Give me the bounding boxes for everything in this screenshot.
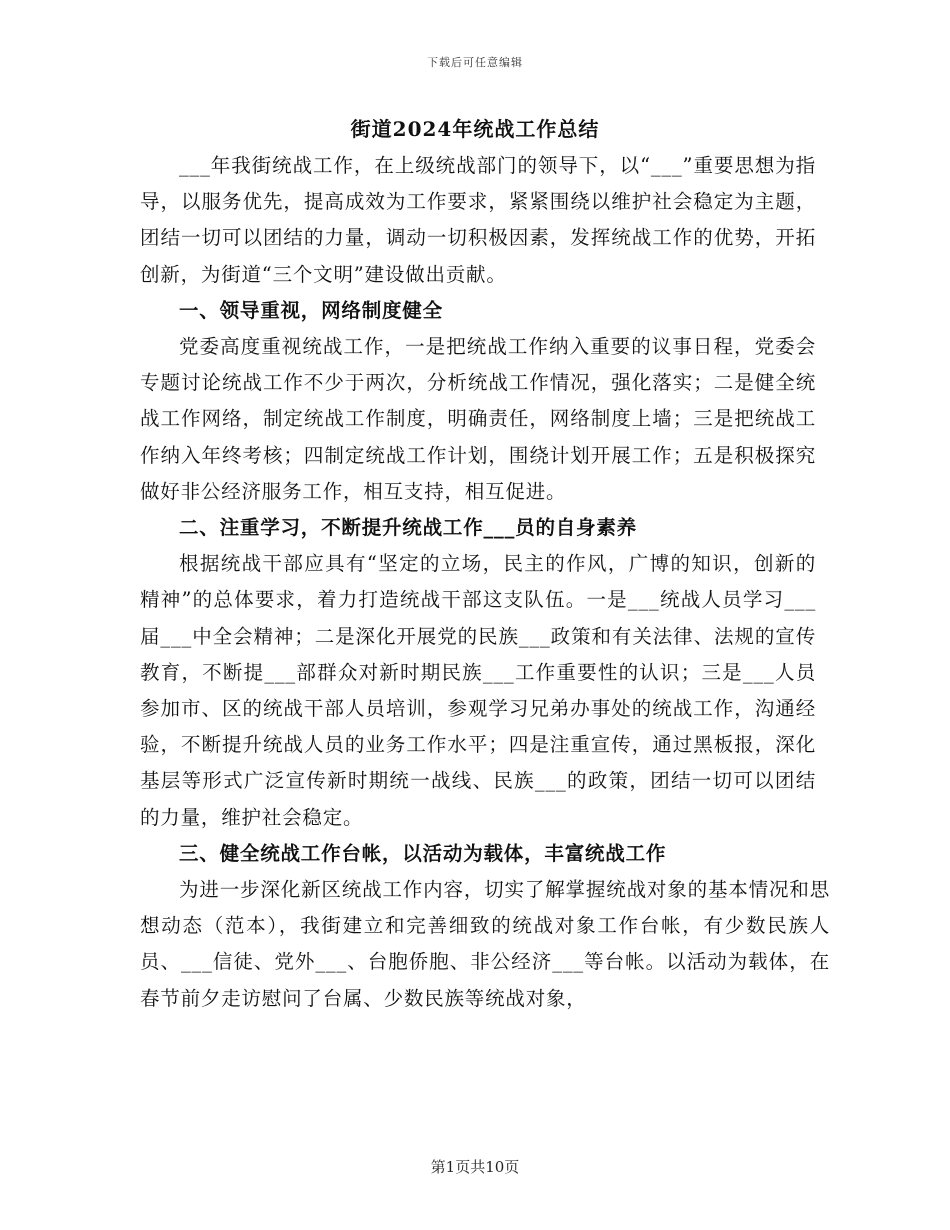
section-heading-3: 三、健全统战工作台帐，以活动为载体，丰富统战工作 bbox=[179, 841, 667, 865]
section-paragraph-1: 党委高度重视统战工作，一是把统战工作纳入重要的议事日程，党委会专题讨论统战工作不少于两次，分析统战工作情况，强化落实；二是健全统战工作网络，制定统战工作制度，明确责任，网络制度上墙；三是把统战工作纳入年终考核；四制定统战工作计划，围绕计划开展工作；五是积极探究做好非公经济服务工作，相互支持，相互促进。 bbox=[140, 335, 816, 503]
document-title: 街道2024年统战工作总结 bbox=[350, 117, 600, 141]
header-note: 下载后可任意编辑 bbox=[427, 56, 523, 69]
section-heading-1: 一、领导重视，网络制度健全 bbox=[179, 298, 443, 322]
page-footer: 第1页共10页 bbox=[430, 1158, 520, 1176]
section-paragraph-3: 为进一步深化新区统战工作内容，切实了解掌握统战对象的基本情况和思想动态（范本），我街建立和完善细致的统战对象工作台帐，有少数民族人员、___信徒、党外___、台胞侨胞、非公经济___等台帐。以活动为载体，在春节前夕走访慰问了台属、少数民族等统战对象， bbox=[140, 878, 830, 1010]
intro-paragraph: ___年我街统战工作，在上级统战部门的领导下，以“___”重要思想为指导，以服务优先，提高成效为工作要求，紧紧围绕以维护社会稳定为主题，团结一切可以团结的力量，调动一切积极因素，发挥统战工作的优势，开拓创新，为街道“三个文明”建设做出贡献。 bbox=[140, 154, 816, 286]
section-heading-2: 二、注重学习，不断提升统战工作___员的自身素养 bbox=[179, 516, 637, 540]
section-paragraph-2: 根据统战干部应具有“坚定的立场，民主的作风，广博的知识，创新的精神”的总体要求，着力打造统战干部这支队伍。一是___统战人员学习___届___中全会精神；二是深化开展党的民族___政策和有关法律、法规的宣传教育，不断提___部群众对新时期民族___工作重要性的认识；三是___人员参加市、区的统战干部人员培训，参观学习兄弟办事处的统战工作，沟通经验，不断提升统战人员的业务工作水平；四是注重宣传，通过黑板报，深化基层等形式广泛宣传新时期统一战线、民族___的政策，团结一切可以团结的力量，维护社会稳定。 bbox=[140, 552, 816, 829]
document-body bbox=[140, 148, 830, 1017]
